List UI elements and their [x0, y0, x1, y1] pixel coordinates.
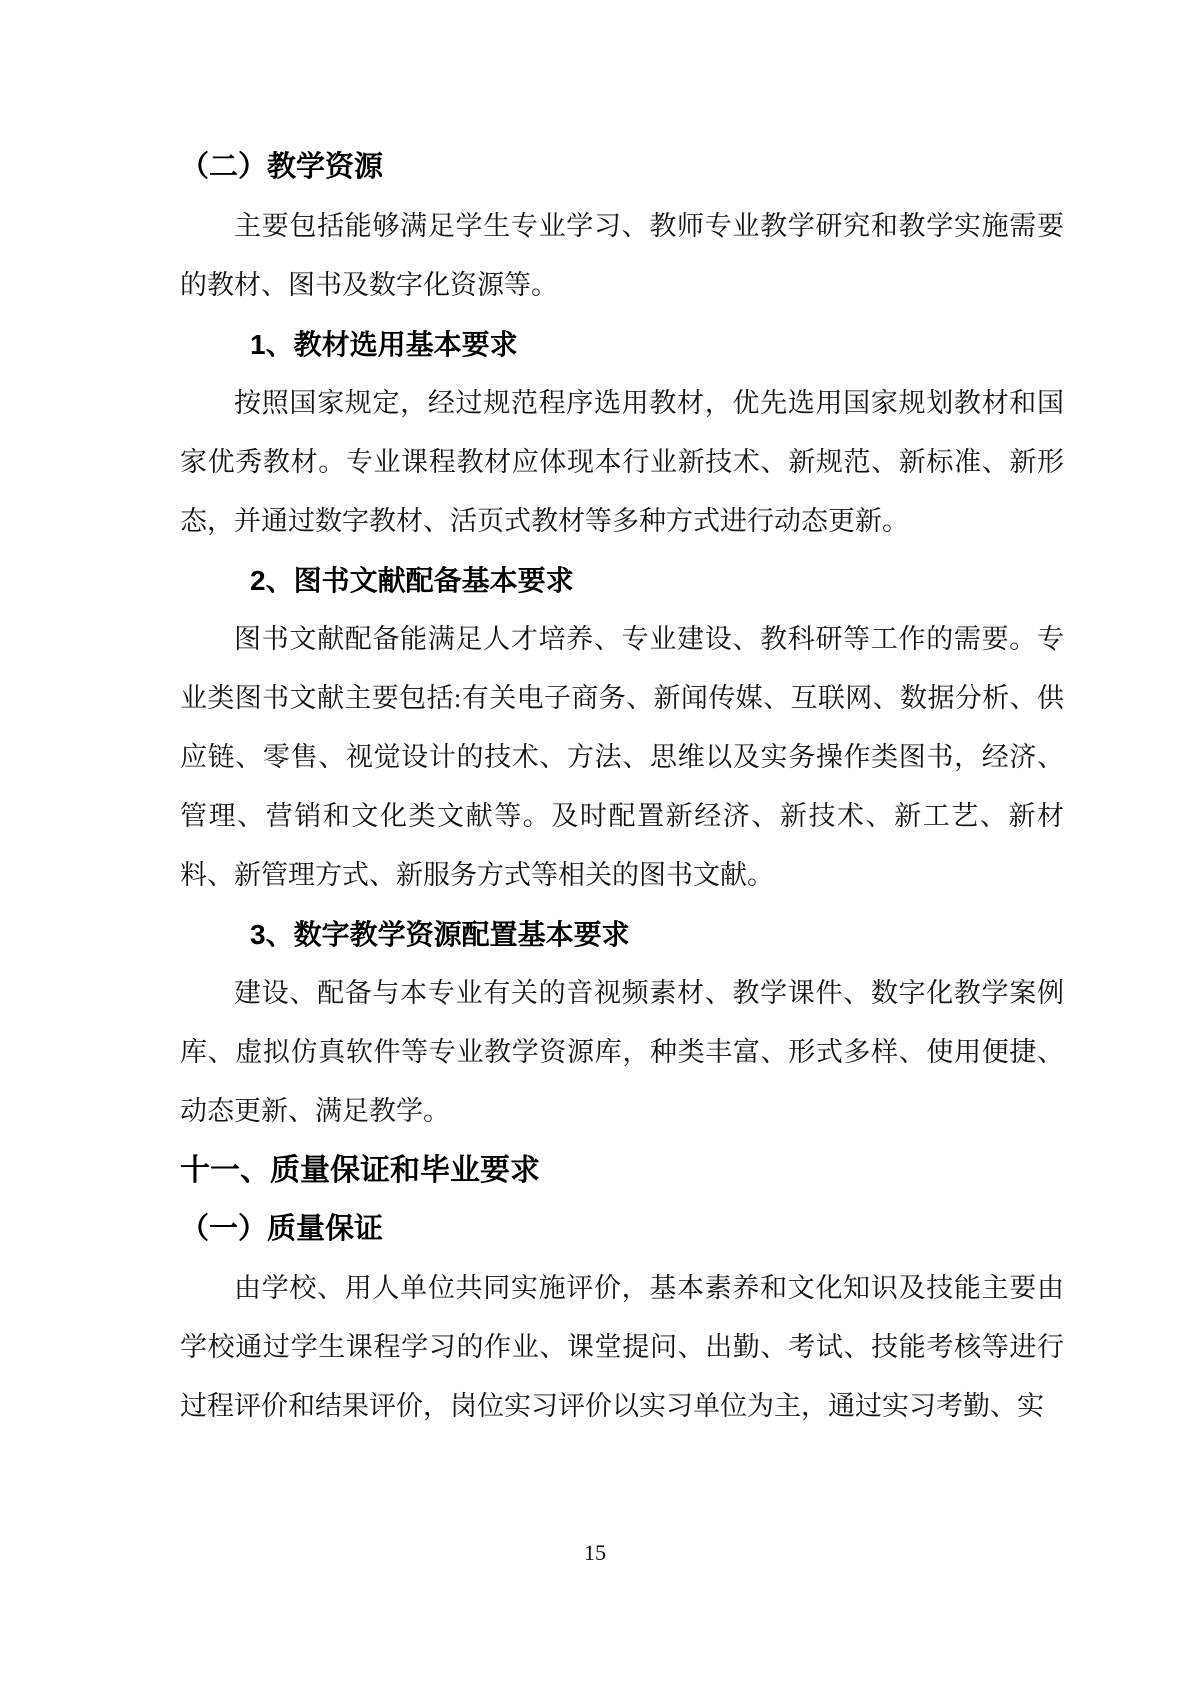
subsection-heading-textbooks: 1、教材选用基本要求	[250, 329, 518, 360]
paragraph: 图书文献配备能满足人才培养、专业建设、教科研等工作的需要。专业类图书文献主要包括:有关电子商务、新闻传媒、互联网、数据分析、供应链、零售、视觉设计的技术、方法、思维以及实务操作类图书，经济、管理、营销和文化类文献等。及时配置新经济、新技术、新工艺、新材料、新管理方式、新服务方式等相关的图书文献。	[180, 624, 1064, 890]
paragraph: 建设、配备与本专业有关的音视频素材、教学课件、数字化教学案例库、虚拟仿真软件等专业教学资源库，种类丰富、形式多样、使用便捷、动态更新、满足教学。	[180, 978, 1064, 1126]
paragraph: 按照国家规定，经过规范程序选用教材，优先选用国家规划教材和国家优秀教材。专业课程教材应体现本行业新技术、新规范、新标准、新形态，并通过数字教材、活页式教材等多种方式进行动态更新。	[180, 388, 1064, 536]
section-heading-quality-assurance: （一）质量保证	[180, 1213, 384, 1245]
document-body	[180, 138, 1064, 1436]
chapter-heading-quality-graduation: 十一、质量保证和毕业要求	[180, 1154, 540, 1187]
paragraph: 由学校、用人单位共同实施评价，基本素养和文化知识及技能主要由学校通过学生课程学习的作业、课堂提问、出勤、考试、技能考核等进行过程评价和结果评价，岗位实习评价以实习单位为主，通过实习考勤、实	[180, 1273, 1064, 1421]
page-number: 15	[584, 1540, 606, 1565]
subsection-heading-library: 2、图书文献配备基本要求	[250, 565, 574, 596]
subsection-heading-digital: 3、数字教学资源配置基本要求	[250, 919, 630, 950]
page-footer	[0, 1540, 1190, 1566]
section-heading-teaching-resources: （二）教学资源	[180, 151, 384, 183]
paragraph: 主要包括能够满足学生专业学习、教师专业教学研究和教学实施需要的教材、图书及数字化资源等。	[180, 211, 1064, 300]
